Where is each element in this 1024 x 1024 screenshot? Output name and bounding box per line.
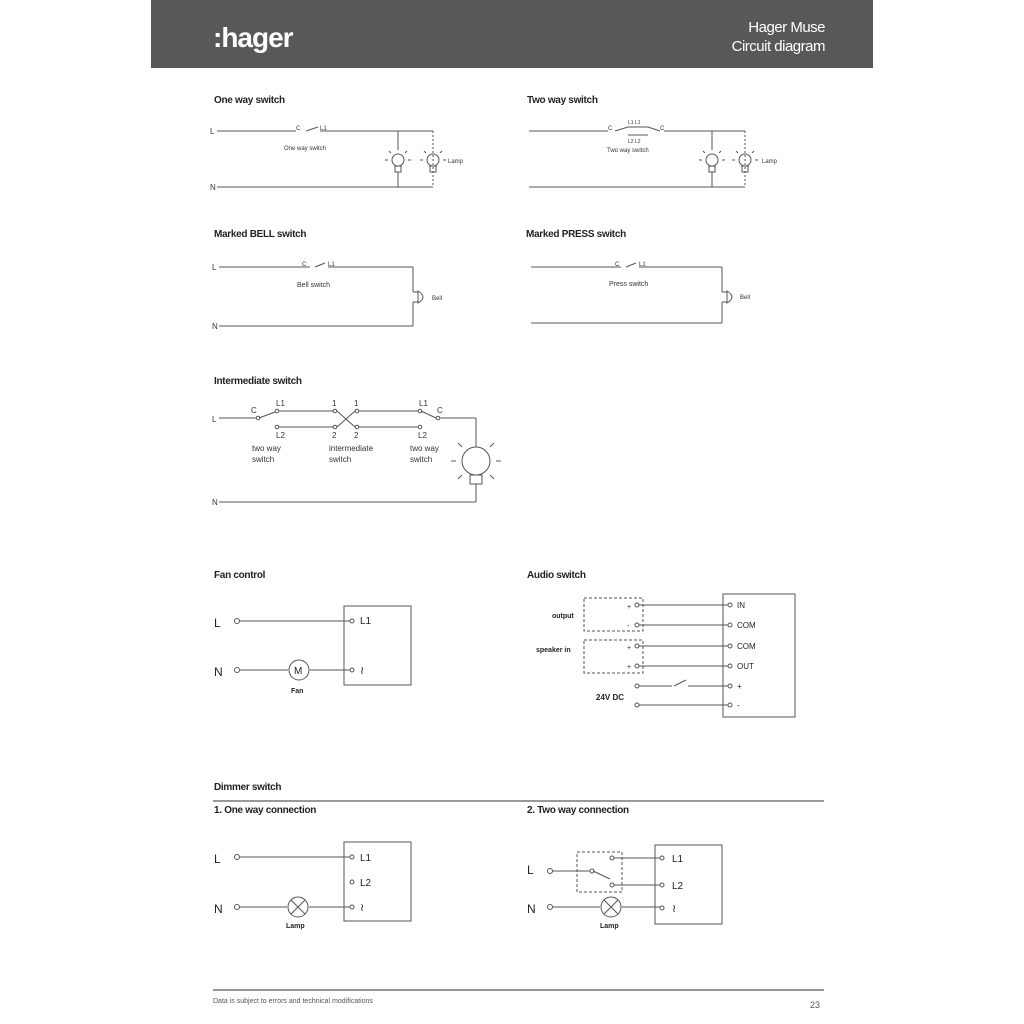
press-l1-label: L1 xyxy=(639,262,646,268)
fan-label: Fan xyxy=(291,688,304,695)
bell-icon xyxy=(413,291,423,303)
diagram-press-switch xyxy=(531,262,750,323)
dimmer2-l2-terminal: L2 xyxy=(672,881,684,892)
bell-c-label: C xyxy=(302,262,307,268)
lamp-icon xyxy=(451,443,501,484)
audio-terminal-plus: + xyxy=(737,682,742,691)
fan-control-device xyxy=(344,606,411,685)
hager-logo: :hager xyxy=(213,22,293,53)
intermediate-l2-right: L2 xyxy=(418,431,427,440)
bell-l1-label: L1 xyxy=(328,262,335,268)
audio-output-label: output xyxy=(552,613,574,620)
two-way-switch-label: Two way switch xyxy=(607,148,649,154)
intermediate-label-mid-1: intermediate xyxy=(329,444,374,453)
dimmer1-n-label: N xyxy=(214,902,223,916)
audio-plus-1: + xyxy=(627,604,632,611)
audio-plus-2: + xyxy=(627,645,632,652)
two-way-c-right: C xyxy=(660,126,665,132)
fan-l1-terminal: L1 xyxy=(360,616,372,627)
intermediate-l-label: L xyxy=(212,415,217,424)
diagram-intermediate-switch xyxy=(212,399,501,507)
intermediate-2b: 2 xyxy=(354,431,359,440)
intermediate-1a: 1 xyxy=(332,399,337,408)
intermediate-2a: 2 xyxy=(332,431,337,440)
lamp-icon xyxy=(288,897,308,917)
two-way-l2-label: L2 L2 xyxy=(628,139,641,145)
one-way-c-label: C xyxy=(296,126,301,132)
bell-n-label: N xyxy=(212,322,218,331)
dimmer-device xyxy=(655,845,722,924)
diagram-audio-switch xyxy=(536,594,795,717)
audio-terminal-in: IN xyxy=(737,601,745,610)
one-way-lamp-label: Lamp xyxy=(448,159,464,165)
title-intermediate-switch: Intermediate switch xyxy=(214,376,302,387)
one-way-switch-label: One way switch xyxy=(284,146,327,152)
intermediate-label-mid-2: switch xyxy=(329,455,352,464)
audio-speaker-in-label: speaker in xyxy=(536,647,571,654)
dimmer1-l2-terminal: L2 xyxy=(360,878,372,889)
intermediate-label-right-2: switch xyxy=(410,455,433,464)
title-dimmer-one-way: 1. One way connection xyxy=(214,805,317,816)
lamp-icon xyxy=(699,151,725,172)
dimmer2-l-label: L xyxy=(527,863,534,877)
title-bell-switch: Marked BELL switch xyxy=(214,229,307,240)
intermediate-1b: 1 xyxy=(354,399,359,408)
fan-load-terminal: ≀ xyxy=(360,665,365,677)
audio-terminal-com-2: COM xyxy=(737,642,756,651)
audio-terminal-com-1: COM xyxy=(737,621,756,630)
dimmer2-n-label: N xyxy=(527,902,536,916)
title-one-way-switch: One way switch xyxy=(214,95,285,106)
bell-l-label: L xyxy=(212,263,217,272)
audio-terminal-minus: - xyxy=(737,701,740,710)
one-way-l1-label: L1 xyxy=(320,126,327,132)
dimmer1-load-terminal: ≀ xyxy=(360,902,365,914)
dimmer2-l1-terminal: L1 xyxy=(672,854,684,865)
diagram-dimmer-two-way xyxy=(527,845,722,930)
intermediate-n-label: N xyxy=(212,498,218,507)
audio-plus-3: + xyxy=(627,664,632,671)
audio-dc-label: 24V DC xyxy=(596,693,625,702)
press-bell-label: Bell xyxy=(740,295,751,301)
two-way-l1-label: L1 L1 xyxy=(628,120,641,126)
dimmer2-lamp-label: Lamp xyxy=(600,923,619,930)
diagram-one-way-switch xyxy=(210,126,464,192)
intermediate-l1-left: L1 xyxy=(276,399,285,408)
intermediate-label-right-1: two way xyxy=(410,444,439,453)
audio-minus-1: - xyxy=(627,623,630,630)
intermediate-label-left-2: switch xyxy=(252,455,275,464)
intermediate-c-right: C xyxy=(437,406,443,415)
diagram-bell-switch xyxy=(212,262,442,331)
audio-switch-device xyxy=(723,594,795,717)
intermediate-label-left-1: two way xyxy=(252,444,281,453)
diagram-two-way-switch xyxy=(529,120,778,187)
dimmer2-load-terminal: ≀ xyxy=(672,903,677,915)
bell-switch-label: Bell switch xyxy=(297,282,331,289)
lamp-icon xyxy=(601,897,621,917)
diagram-fan-control xyxy=(214,606,411,695)
fan-n-label: N xyxy=(214,665,223,679)
intermediate-l2-left: L2 xyxy=(276,431,285,440)
header-title-line1: Hager Muse xyxy=(748,19,825,36)
title-press-switch: Marked PRESS switch xyxy=(526,229,626,240)
dimmer1-l1-terminal: L1 xyxy=(360,853,372,864)
title-dimmer-two-way: 2. Two way connection xyxy=(527,805,629,816)
footer-disclaimer: Data is subject to errors and technical modifications xyxy=(213,998,373,1005)
press-c-label: C xyxy=(615,262,620,268)
diagram-dimmer-one-way xyxy=(214,842,411,930)
title-dimmer-switch: Dimmer switch xyxy=(214,782,282,793)
audio-terminal-out: OUT xyxy=(737,662,754,671)
one-way-l-label: L xyxy=(210,127,215,136)
bell-icon xyxy=(722,291,732,303)
two-way-lamp-label: Lamp xyxy=(762,159,778,165)
title-two-way-switch: Two way switch xyxy=(527,95,598,106)
title-audio-switch: Audio switch xyxy=(527,570,586,581)
intermediate-l1-right: L1 xyxy=(419,399,428,408)
dimmer1-lamp-label: Lamp xyxy=(286,923,305,930)
lamp-icon xyxy=(385,151,411,172)
intermediate-c-left: C xyxy=(251,406,257,415)
press-switch-label: Press switch xyxy=(609,281,649,288)
one-way-n-label: N xyxy=(210,183,216,192)
title-fan-control: Fan control xyxy=(214,570,266,581)
fan-l-label: L xyxy=(214,616,221,630)
header-title-line2: Circuit diagram xyxy=(731,38,825,55)
two-way-c-left: C xyxy=(608,126,613,132)
page-number: 23 xyxy=(810,1000,821,1010)
dimmer1-l-label: L xyxy=(214,852,221,866)
fan-m-label: M xyxy=(294,666,303,677)
bell-bell-label: Bell xyxy=(432,296,443,302)
